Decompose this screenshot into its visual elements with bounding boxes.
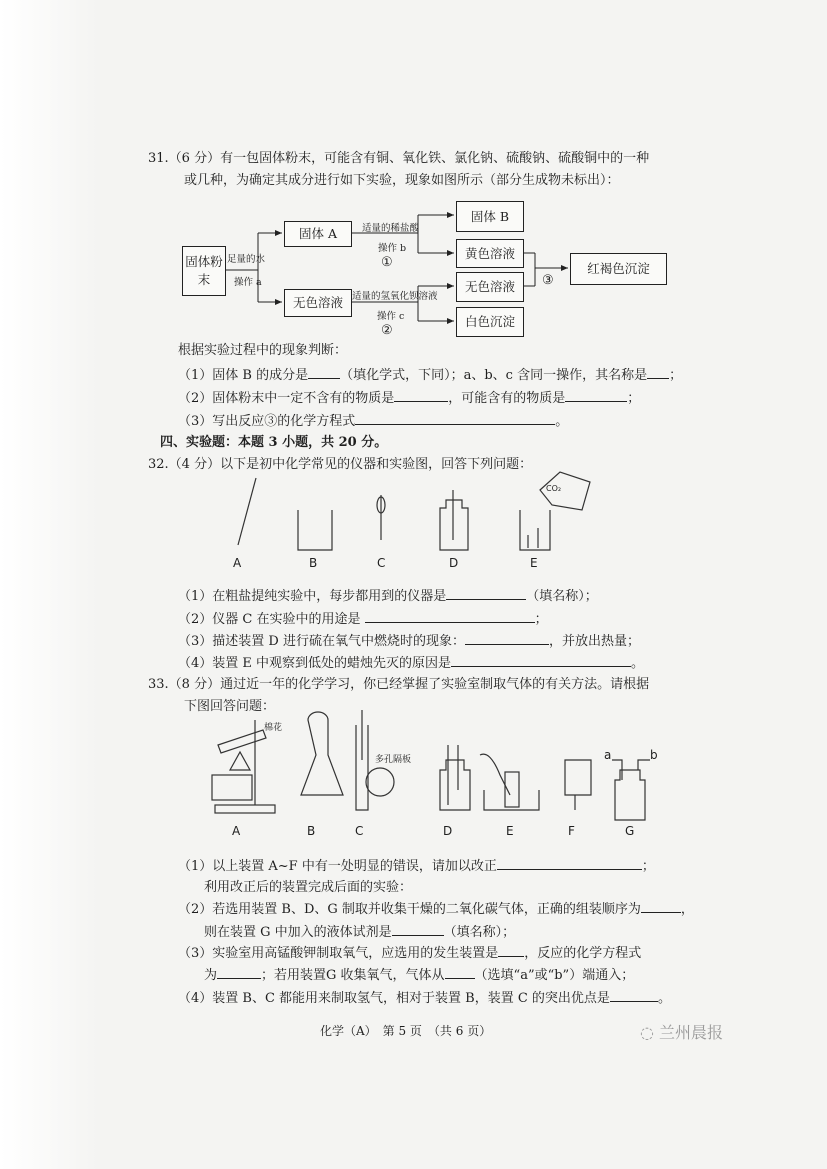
answer-blank[interactable] (365, 609, 535, 623)
answer-blank[interactable] (647, 365, 669, 379)
flow-op-c: 操作 c (377, 311, 405, 322)
wechat-icon: ◌ (640, 1023, 660, 1042)
q33-line2: 下图回答问题： (184, 699, 276, 714)
flow-yellow-box: 黄色溶液 (456, 239, 524, 268)
q32-sub2: （2）仪器 C 在实验中的用途是 ； (178, 609, 548, 629)
section-4-heading: 四、实验题：本题 3 小题，共 20 分。 (160, 435, 388, 450)
q33-sub3-cont: 为 ；若用装置G 收集氧气，气体从 （选填“a”或“b”）端通入； (204, 965, 634, 985)
answer-blank[interactable] (565, 388, 627, 402)
flow-op-b: 操作 b (378, 243, 407, 254)
co2-label: CO₂ (546, 484, 562, 493)
q33-sub2-cont: 则在装置 G 中加入的液体试剂是 （填名称）； (204, 922, 515, 942)
flow-water-label: 足量的水 (227, 254, 266, 265)
cotton-label: 棉花 (264, 723, 283, 733)
q31-sub3: （3）写出反应③的化学方程式 。 (178, 411, 568, 431)
q32-label-d: D (449, 556, 459, 570)
answer-blank[interactable] (465, 631, 549, 645)
q32-sub3: （3）描述装置 D 进行硫在氧气中燃烧时的现象： ，并放出热量； (178, 631, 640, 651)
q32-apparatus (238, 472, 590, 550)
port-b-label: b (650, 748, 658, 762)
answer-blank[interactable] (392, 922, 444, 936)
flow-hcl-label: 适量的稀盐酸 (362, 223, 420, 234)
flow-step-1: ① (381, 255, 393, 270)
answer-blank[interactable] (394, 388, 448, 402)
q32-label-c: C (377, 556, 386, 570)
q31-line1: 31.（6 分）有一包固体粉末，可能含有铜、氧化铁、氯化钠、硫酸钠、硫酸铜中的一种 (148, 151, 650, 166)
q32-sub1: （1）在粗盐提纯实验中，每步都用到的仪器是 （填名称）； (178, 586, 598, 606)
q31-line2: 或几种，为确定其成分进行如下实验，现象如图所示（部分生成物未标出）： (184, 173, 620, 188)
answer-blank[interactable] (498, 943, 524, 957)
flow-red-box: 红褐色沉淀 (570, 253, 667, 285)
answer-blank[interactable] (451, 653, 631, 667)
flow-baoh-label: 适量的氢氧化钡溶液 (352, 291, 438, 302)
q33-label-b: B (307, 824, 316, 838)
flow-start-box: 固体粉末 (182, 246, 226, 296)
q31-intro: 根据实验过程中的现象判断： (178, 343, 348, 358)
q33-sub4: （4）装置 B、C 都能用来制取氢气，相对于装置 B，装置 C 的突出优点是 。 (178, 988, 671, 1008)
q33-sub3: （3）实验室用高锰酸钾制取氧气，应选用的发生装置是 ，反应的化学方程式 (178, 943, 641, 963)
q32-title: 32.（4 分）以下是初中化学常见的仪器和实验图，回答下列问题： (148, 457, 533, 472)
answer-blank[interactable] (445, 965, 475, 979)
page-footer: 化学（A） 第 5 页 （共 6 页） (320, 1024, 492, 1038)
q33-label-e: E (506, 824, 514, 838)
q33-label-f: F (568, 824, 575, 838)
answer-blank[interactable] (641, 899, 681, 913)
answer-blank[interactable] (308, 365, 340, 379)
q32-label-b: B (309, 556, 318, 570)
q33-label-c: C (355, 824, 364, 838)
port-a-label: a (604, 748, 612, 762)
q32-sub4: （4）装置 E 中观察到低处的蜡烛先灭的原因是 。 (178, 653, 644, 673)
q31-sub1: （1）固体 B 的成分是 （填化学式，下同）；a、b、c 含同一操作，其名称是 ； (178, 365, 682, 385)
q33-label-d: D (443, 824, 453, 838)
flow-white-box: 白色沉淀 (456, 307, 524, 337)
flow-op-a: 操作 a (234, 277, 262, 288)
porous-plate-label: 多孔隔板 (375, 755, 412, 765)
flow-step-3: ③ (542, 273, 554, 288)
q33-sub1-note: 利用改正后的装置完成后面的实验： (204, 880, 413, 895)
q33-label-a: A (232, 824, 241, 838)
q32-label-e: E (530, 556, 538, 570)
flow-solid-a-box: 固体 A (284, 221, 352, 247)
flow-step-2: ② (381, 323, 393, 338)
answer-blank[interactable] (446, 586, 526, 600)
answer-blank[interactable] (610, 988, 658, 1002)
watermark: ◌ 兰州晨报 (640, 1023, 724, 1042)
flow-colorless-box-2: 无色溶液 (456, 272, 524, 302)
flow-colorless-box-1: 无色溶液 (284, 289, 352, 317)
answer-blank[interactable] (497, 856, 642, 870)
q33-sub2: （2）若选用装置 B、D、G 制取并收集干燥的二氧化碳气体，正确的组装顺序为 ， (178, 899, 694, 919)
flow-solid-b-box: 固体 B (456, 201, 524, 232)
q31-sub2: （2）固体粉末中一定不含有的物质是 ，可能含有的物质是 ； (178, 388, 640, 408)
answer-blank[interactable] (217, 965, 261, 979)
q33-label-g: G (625, 824, 635, 838)
q33-sub1: （1）以上装置 A~F 中有一处明显的错误，请加以改正 ； (178, 856, 655, 876)
q33-line1: 33.（8 分）通过近一年的化学学习，你已经掌握了实验室制取气体的有关方法。请根据 (148, 677, 650, 692)
answer-blank[interactable] (355, 411, 555, 425)
q32-label-a: A (233, 556, 242, 570)
